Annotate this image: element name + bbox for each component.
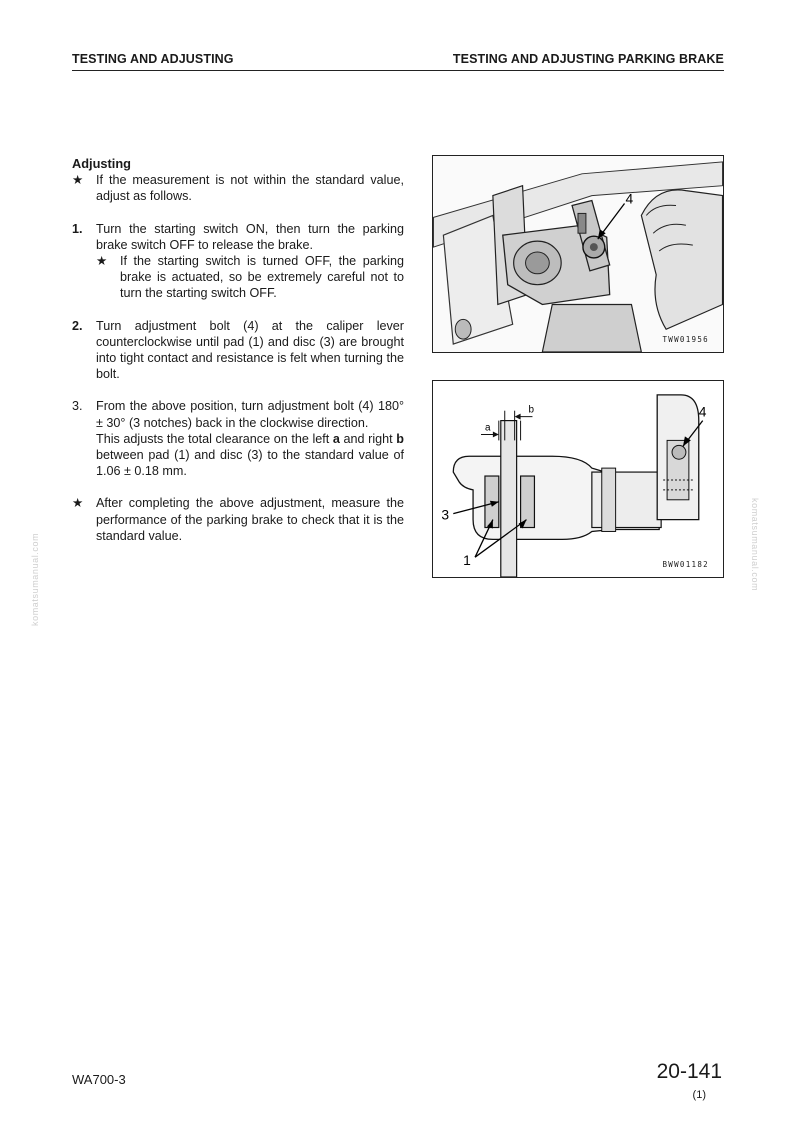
step-3-text2-c: and right <box>339 431 397 446</box>
watermark-right: komatsumanual.com <box>750 498 760 592</box>
section-heading: Adjusting <box>72 156 131 171</box>
fig1-code: TWW01956 <box>662 335 709 344</box>
fig2-callout-4: 4 <box>698 403 707 420</box>
fig2-code: BWW01182 <box>662 560 709 569</box>
footer-revision: (1) <box>692 1089 706 1101</box>
intro-note <box>72 172 404 204</box>
step-2 <box>72 318 404 383</box>
intro-text: If the measurement is not within the standard value, adjust as follows. <box>96 173 404 204</box>
header-right: TESTING AND ADJUSTING PARKING BRAKE <box>452 52 724 66</box>
step-1-number: 1. <box>72 221 83 236</box>
step-2-number: 2. <box>72 318 83 333</box>
fig2-callout-1: 1 <box>463 552 471 569</box>
step-3-label-b: b <box>396 431 404 446</box>
caliper-photo-illustration <box>433 156 723 352</box>
figure-caliper-photo <box>432 155 724 353</box>
figure-clearance-diagram <box>432 380 724 578</box>
step-3-body <box>96 398 404 479</box>
step-3-text2-e: between pad (1) and disc (3) to the standard value of 1.06 ± 0.18 mm. <box>96 448 404 479</box>
header-left: TESTING AND ADJUSTING <box>72 52 234 66</box>
step-3-label-a: a <box>332 431 340 446</box>
fig2-label-b: b <box>528 404 535 416</box>
fig2-callout-3: 3 <box>441 506 450 523</box>
star-icon: ★ <box>72 173 84 188</box>
star-icon: ★ <box>72 496 84 511</box>
step-3-text: From the above position, turn adjustment bolt (4) 180° ± 30° (3 notches) back in the clockwise direction. <box>96 399 404 430</box>
fig1-callout-4: 4 <box>625 190 634 207</box>
step-3 <box>72 398 404 479</box>
fig2-label-a: a <box>484 422 491 434</box>
final-note-text: After completing the above adjustment, measure the performance of the parking brake to check that it is the standard value. <box>96 496 404 543</box>
footer-model: WA700-3 <box>72 1072 126 1087</box>
instruction-column <box>72 156 404 544</box>
step-1-text: Turn the starting switch ON, then turn the parking brake switch OFF to release the brake. <box>96 221 404 252</box>
step-1 <box>72 221 404 253</box>
step-2-text: Turn adjustment bolt (4) at the caliper lever counterclockwise until pad (1) and disc (3) are brought into tight contact and resistance is felt when turning the bolt. <box>96 318 404 382</box>
step-1-caution-text: If the starting switch is turned OFF, the parking brake is actuated, so be extremely careful not to turn the starting switch OFF. <box>120 254 404 301</box>
footer-page-number: 20-141 <box>656 1060 722 1083</box>
page-header <box>72 52 724 71</box>
step-1-caution <box>96 253 404 302</box>
star-icon: ★ <box>96 254 108 269</box>
clearance-diagram <box>433 381 723 577</box>
step-3-text2-a: This adjusts the total clearance on the left <box>96 431 333 446</box>
final-note <box>72 495 404 544</box>
step-3-number: 3. <box>72 399 83 414</box>
watermark-left: komatsumanual.com <box>30 532 40 626</box>
